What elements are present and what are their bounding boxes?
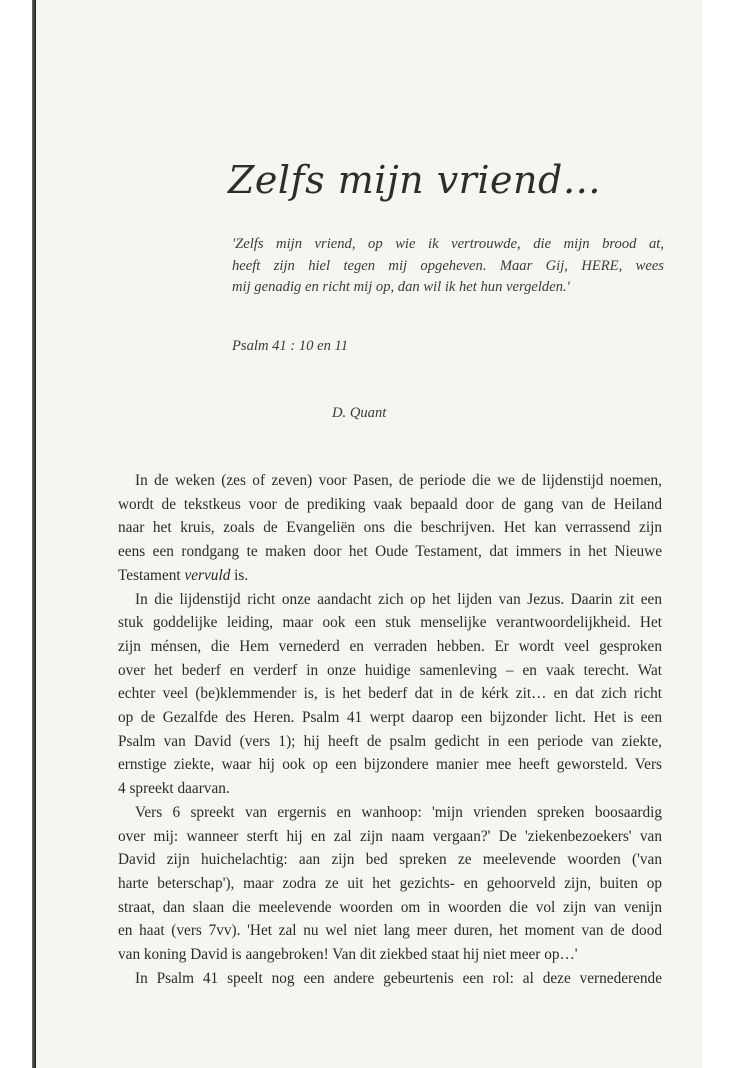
body-line: In de weken (zes of zeven) voor Pasen, de periode die we de lijdenstijd noemen,: [135, 472, 662, 489]
body-line: harte beterschap'), maar zodra ze uit het gezichts- en gehoorveld zijn, buiten op: [118, 874, 662, 892]
body-line: van koning David is aangebroken! Van dit ziekbed staat hij niet meer op…': [118, 946, 578, 964]
body-line: naar het kruis, zoals de Evangeliën ons die beschrijven. Het kan verrassend zijn: [118, 519, 662, 537]
body-text-run: is.: [230, 566, 249, 584]
body-line: op de Gezalfde des Heren. Psalm 41 werpt daarop een bijzonder licht. Het is een: [118, 709, 662, 727]
body-line: wordt de tekstkeus voor de prediking vaak bepaald door de gang van de Heiland: [118, 495, 662, 513]
body-line: over mij: wanneer sterft hij en zal zijn naam vergaan?' De 'ziekenbezoekers' van: [118, 827, 662, 845]
epigraph-line: 'Zelfs mijn vriend, op wie ik vertrouwde, die mijn brood at,: [232, 236, 664, 252]
body-line: [118, 564, 662, 588]
body-line: David zijn huichelachtig: aan zijn bed spreken ze meelevende woorden ('van: [118, 851, 662, 869]
epigraph-quote: [232, 234, 664, 299]
body-line: In Psalm 41 speelt nog een andere gebeurtenis een rol: al deze vernederende: [135, 969, 662, 987]
body-line: ernstige ziekte, waar hij ook op een bijzondere manier mee heeft geworsteld. Vers: [118, 756, 662, 774]
body-line: Psalm van David (vers 1); hij heeft de psalm gedicht in een periode van ziekte,: [118, 732, 662, 750]
body-line: eens een rondgang te maken door het Oude Testament, dat immers in het Nieuwe: [118, 543, 662, 561]
body-line: 4 spreekt daarvan.: [118, 780, 230, 798]
body-line: over het bederf en verderf in onze huidige samenleving – en vaak terecht. Wat: [118, 661, 662, 679]
scan-right-margin: [702, 0, 738, 1068]
epigraph-line: mij genadig en richt mij op, dan wil ik het hun vergelden.': [232, 279, 570, 295]
body-line: stuk goddelijke leiding, maar ook een stuk menselijke verantwoordelijkheid. Het: [118, 614, 662, 632]
epigraph-line: heeft zijn hiel tegen mij opgeheven. Maar Gij, HERE, wees: [232, 257, 664, 274]
emphasized-word: vervuld: [184, 566, 231, 584]
body-line: straat, dan slaan die meelevende woorden om in woorden die vol zijn van venijn: [118, 898, 662, 916]
document-page: [36, 0, 702, 1068]
article-body: [118, 469, 662, 990]
author-name: D. Quant: [332, 405, 387, 421]
body-line: Vers 6 spreekt van ergernis en wanhoop: 'mijn vrienden spreken boosaardig: [135, 803, 662, 821]
body-line: echter veel (be)klemmender is, is het bederf dat in de kérk zit… en dat zich richt: [118, 685, 662, 703]
body-line: In die lijdenstijd richt onze aandacht zich op het lijden van Jezus. Daarin zit een: [135, 590, 662, 608]
body-text-run: Testament: [118, 566, 185, 584]
scripture-reference: Psalm 41 : 10 en 11: [232, 338, 349, 354]
body-line: zijn ménsen, die Hem vernederd en verraden hebben. Er wordt veel gesproken: [118, 637, 662, 655]
scan-left-margin: [0, 0, 35, 1068]
body-line: en haat (vers 7vv). 'Het zal nu wel niet lang meer duren, het moment van de dood: [118, 922, 662, 940]
article-title: Zelfs mijn vriend…: [228, 158, 602, 202]
